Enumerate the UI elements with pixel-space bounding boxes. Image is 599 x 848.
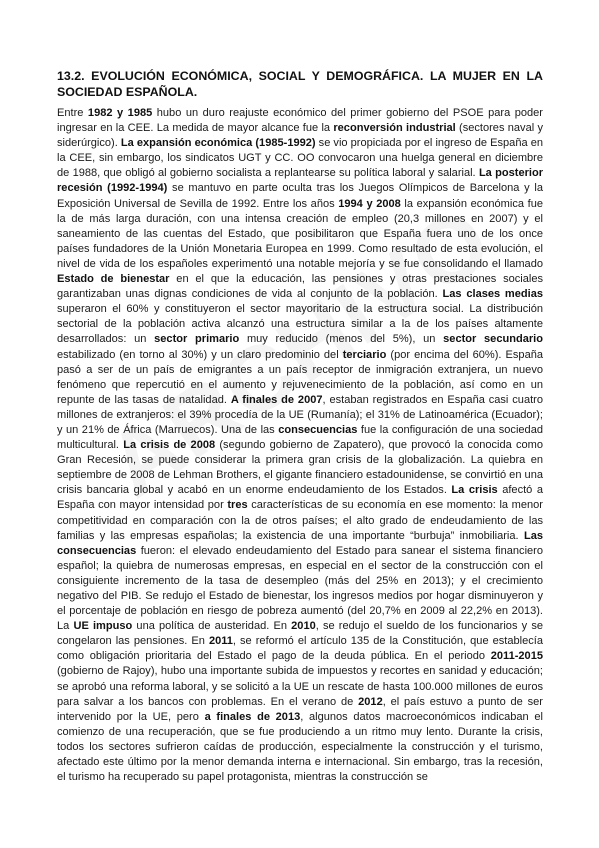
bold-term: 1994 y 2008 bbox=[338, 197, 401, 210]
text-run: , estaban registrados en España casi cuatro millones de extranjeros: el 39% procedía de la UE (Rumanía); el 31% de Latinoamérica (Ecuador); y un 21% de África (Marruecos). Una de las bbox=[57, 393, 543, 436]
bold-term: terciario bbox=[342, 348, 387, 361]
text-run: , algunos datos macroeconómicos indicaban el comienzo de una recuperación, que se fue produciendo a un ritmo muy lento. Durante la crisis, todos los sectores sufrieron caídas de producción, especialmente la construcción y el turismo, afectado este último por la menor demanda interna e internacional. Sin embargo, tras la recesión, el turismo ha recuperado su papel protagonista, mientras la construcción se bbox=[57, 710, 543, 784]
text-run: estabilizado (en torno al 30%) y un claro predominio del bbox=[57, 348, 343, 361]
text-run: (gobierno de Rajoy), hubo una importante subida de impuestos y recortes en sanidad y educación; se aprobó una reforma laboral, y se solicitó a la UE un rescate de hasta 100.000 millones de euros para salvar a los bancos con problemas. En el verano de bbox=[57, 665, 543, 708]
text-run: , el país estuvo a punto de ser intervenido por la UE, pero bbox=[57, 695, 543, 723]
bold-term: Las consecuencias bbox=[57, 529, 543, 557]
text-run: , se redujo el sueldo de los funcionarios y se congelaron las pensiones. En bbox=[57, 620, 543, 648]
bold-term: La posterior recesión (1992-1994) bbox=[57, 167, 543, 195]
document-content bbox=[57, 68, 543, 785]
bold-term: consecuencias bbox=[278, 423, 358, 436]
text-run: hubo un duro reajuste económico del primer gobierno del PSOE para poder ingresar en la CEE. La medida de mayor alcance fue la bbox=[57, 107, 543, 135]
bold-term: reconversión industrial bbox=[333, 122, 456, 135]
text-run: la expansión económica fue la de más larga duración, con una intensa creación de empleo (20,3 millones en 2007) y el saneamiento de las cuentas del Estado, que posibilitaron que España fuera uno de los once países fundadores de la Unión Monetaria Europea en 1999. Como resultado de esta evolución, el nivel de vida de los españoles experimentó una notable mejoría y se fue consolidando el llamado bbox=[57, 197, 543, 270]
bold-term: 2012 bbox=[358, 695, 383, 708]
bold-term: UE impuso bbox=[73, 620, 133, 633]
text-run: afectó a España con mayor intensidad por bbox=[57, 484, 543, 512]
text-run: en el que la educación, las pensiones y otras prestaciones sociales garantizaban unas dignas condiciones de vida al conjunto de la población. bbox=[57, 273, 543, 301]
bold-term: 2011 bbox=[208, 635, 233, 648]
bold-term: Las clases medias bbox=[442, 288, 543, 301]
bold-term: sector primario bbox=[154, 333, 240, 346]
text-run: Entre bbox=[57, 107, 88, 119]
text-run: se mantuvo en parte oculta tras los Juegos Olímpicos de Barcelona y la Exposición Universal de Sevilla de 1992. Entre los años bbox=[57, 182, 543, 210]
text-run: se vio propiciada por el ingreso de España en la CEE, sin embargo, los sindicatos UGT y CC. OO convocaron una huelga general en diciembre de 1988, que obligó al gobierno socialista a replantearse su política laboral y salarial. bbox=[57, 137, 543, 180]
bold-term: La expansión económica (1985-1992) bbox=[120, 137, 316, 150]
body-paragraph bbox=[57, 106, 543, 785]
bold-term: 1982 y 1985 bbox=[87, 107, 153, 119]
text-run: fue la configuración de una sociedad multicultural. bbox=[57, 423, 543, 452]
bold-term: sector secundario bbox=[443, 333, 543, 346]
bold-term: Estado de bienestar bbox=[57, 273, 170, 286]
bold-term: a finales de 2013 bbox=[204, 710, 301, 723]
bold-term: La crisis bbox=[451, 484, 498, 497]
text-run: características de su economía en ese momento: la menor competitividad en comparación con la de otros países; el alto grado de endeudamiento de las familias y las empresas españolas; la existencia de una importante “burbuja” inmobiliaria. bbox=[57, 499, 543, 542]
text-run: una política de austeridad. En bbox=[132, 620, 292, 633]
text-run: , se reformó el artículo 135 de la Constitución, que establecía como obligación prioritaria del Estado el pago de la deuda pública. En el periodo bbox=[57, 635, 543, 663]
text-run: fueron: el elevado endeudamiento del Estado para sanear el sistema financiero español; la quiebra de numerosas empresas, en especial en el sector de la construcción con el consiguiente incremento de la tasa de desempleo (más del 25% en 2013); y el crecimiento negativo del PIB. Se redujo el Estado de bienestar, los ingresos medios por hogar disminuyeron y el porcentaje de población en riesgo de pobreza aumentó (del 20,7% en 2009 al 22,2% en 2013). La bbox=[57, 544, 543, 633]
section-title: 13.2. EVOLUCIÓN ECONÓMICA, SOCIAL Y DEMOGRÁFICA. LA MUJER EN LA SOCIEDAD ESPAÑOLA. bbox=[57, 69, 543, 99]
text-run: (segundo gobierno de Zapatero), que provocó la conocida como Gran Recesión, se puede considerar la primera gran crisis de la globalización. La quiebra en septiembre de 2008 de Lehman Brothers, el gigante financiero estadounidense, se convirtió en una crisis bancaria global y acabó en un enorme endeudamiento de los Estados. bbox=[57, 439, 544, 497]
text-run: superaron el 60% y constituyeron el sector mayoritario de la estructura social. La distribución sectorial de la población activa alcanzó una estructura similar a la de los países altamente desarrollados: un bbox=[57, 303, 543, 346]
bold-term: 2011-2015 bbox=[490, 650, 543, 663]
bold-term: tres bbox=[227, 499, 248, 512]
bold-term: 2010 bbox=[291, 620, 316, 633]
text-run: (por encima del 60%). España pasó a ser de un país de emigrantes a un país receptor de inmigración extranjera, un nuevo fenómeno que repercutió en el aumento y rejuvenecimiento de la población, así como en un repunte de las tasas de natalidad. bbox=[57, 348, 543, 406]
bold-term: La crisis de 2008 bbox=[123, 439, 216, 452]
text-run: muy reducido (menos del 5%), un bbox=[239, 333, 444, 346]
bold-term: A finales de 2007 bbox=[230, 393, 323, 406]
text-run: (sectores naval y siderúrgico). bbox=[57, 122, 543, 150]
